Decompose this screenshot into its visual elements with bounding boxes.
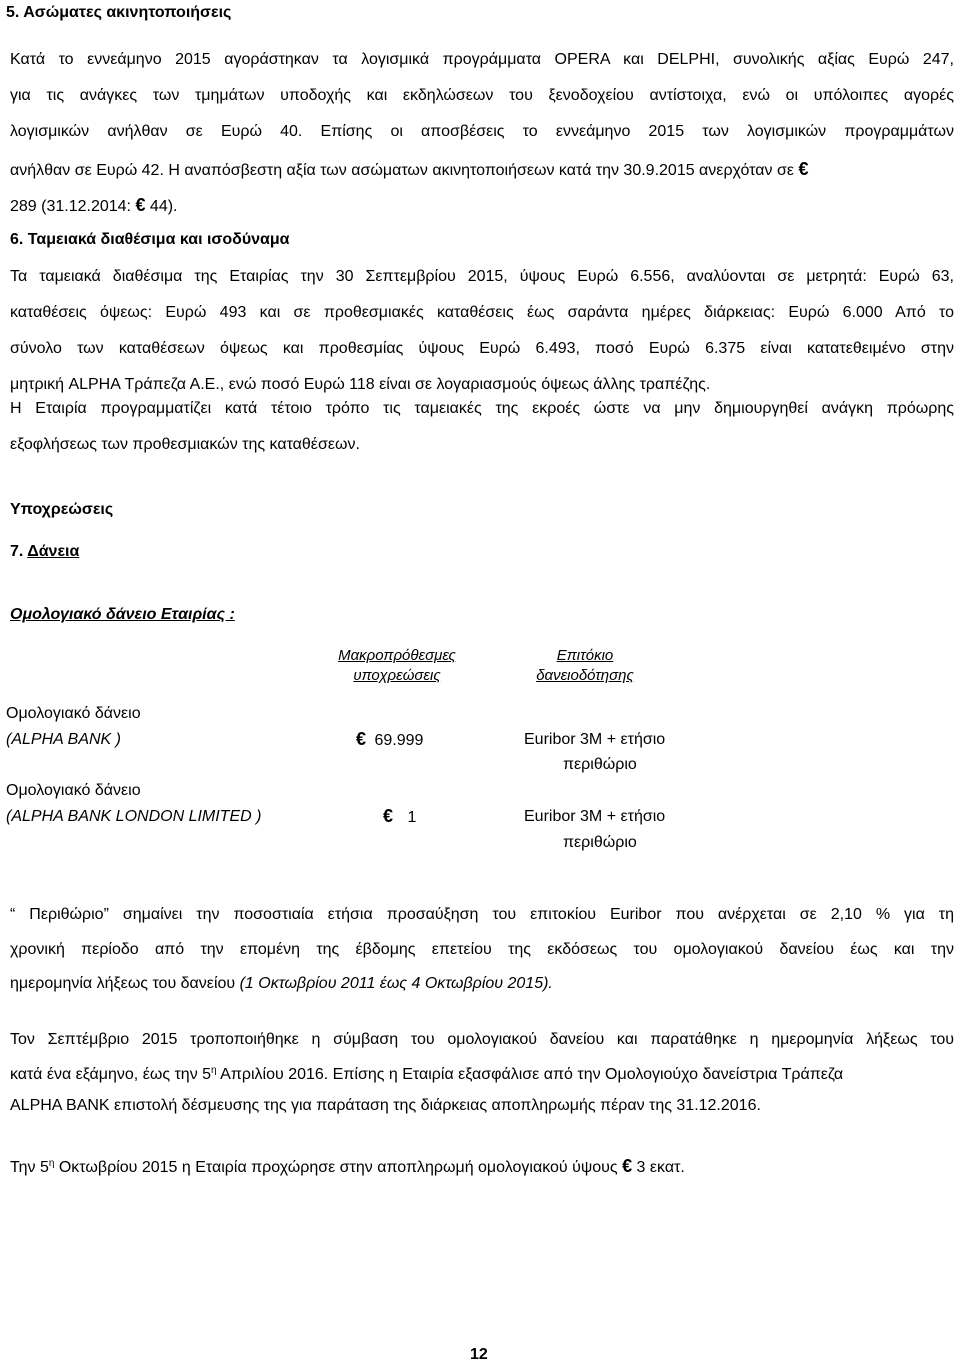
row-1-amount-value: 69.999: [374, 732, 424, 749]
row-2-label-2: (ALPHA BANK LONDON LIMITED ): [6, 808, 262, 825]
row-2-amount-value: 1: [407, 809, 417, 826]
section-5-line-5-b: 44).: [149, 198, 178, 215]
section-5-line-4: [10, 159, 940, 180]
col-header-long-term-2: υποχρεώσεις: [353, 667, 441, 684]
section-5-line-4-text: ανήλθαν σε Ευρώ 42. Η αναπόσβεστη αξία των ασώματων ακινητοποιήσεων κατά την 30.9.2015 ανερχόταν σε: [10, 162, 794, 179]
col-header-rate-1: Επιτόκιο: [556, 647, 614, 664]
section-6-line-1: Τα ταμειακά διαθέσιμα της Εταιρίας την 30 Σεπτεμβρίου 2015, ύψους Ευρώ 6.556, αναλύονται σε μετρητά: Ευρώ 63,: [10, 268, 954, 285]
amendment-line-3: ALPHA BANK επιστολή δέσμευσης της για παράταση της διάρκειας αποπληρωμής πέραν της 31.12.2016.: [10, 1097, 761, 1114]
euro-icon: €: [798, 159, 809, 179]
col-header-long-term-1: Μακροπρόθεσμες: [338, 647, 456, 664]
amendment-line-1: Τον Σεπτέμβριο 2015 τροποποιήθηκε η σύμβαση του ομολογιακού δανείου και παρατάθηκε η ημερομηνία λήξεως του: [10, 1031, 954, 1048]
row-2-rate-1: Euribor 3M + ετήσιο: [524, 808, 666, 825]
euro-icon: €: [622, 1156, 633, 1176]
section-5-line-5: [10, 195, 954, 216]
page-number: 12: [470, 1346, 488, 1363]
section-6-line-5: Η Εταιρία προγραμματίζει κατά τέτοιο τρόπο τις ταμειακές της εκροές ώστε να μην δημιουργηθεί ανάγκη πρόωρης: [10, 400, 954, 417]
section-6-line-6: εξοφλήσεως των προθεσμιακών της καταθέσεων.: [10, 436, 360, 453]
margin-note-line-2: χρονική περίοδο από την επομένη της έβδομης επετείου της εκδόσεως του ομολογιακού δανείου έως και την: [10, 941, 954, 958]
euro-icon: €: [356, 729, 367, 749]
section-5-line-2: για τις ανάγκες των τμημάτων υποδοχής και εκδηλώσεων του ξενοδοχείου αντίστοιχα, ενώ οι υπόλοιπες αγορές: [10, 87, 954, 104]
row-1-label-2: (ALPHA BANK ): [6, 731, 121, 748]
section-5-title: 5. Ασώματες ακινητοποιήσεις: [6, 4, 232, 21]
margin-note-line-3-b: (1 Οκτωβρίου 2011 έως 4 Οκτωβρίου 2015).: [239, 975, 553, 992]
euro-icon: €: [383, 806, 394, 826]
margin-note-line-3: [10, 975, 954, 993]
amendment-line-2: [10, 1066, 954, 1084]
row-1-rate-1: Euribor 3M + ετήσιο: [524, 731, 666, 748]
repayment-line: [10, 1156, 954, 1177]
amendment-line-2-b: Απριλίου 2016. Επίσης η Εταιρία εξασφάλισε από την Ομολογιούχο δανείστρια Τράπεζα: [216, 1066, 844, 1083]
margin-note-line-3-a: ημερομηνία λήξεως του δανείου: [10, 975, 240, 992]
repayment-sup: η: [48, 1158, 55, 1169]
row-2-label-1: Ομολογιακό δάνειο: [6, 782, 141, 799]
liabilities-heading: Υποχρεώσεις: [10, 501, 114, 518]
section-5-line-1: Κατά το εννεάμηνο 2015 αγοράστηκαν τα λογισμικά προγράμματα OPERA και DELPHI, συνολικής αξίας Ευρώ 247,: [10, 51, 954, 68]
section-5-line-3: λογισμικών ανήλθαν σε Ευρώ 40. Επίσης οι αποσβέσεις το εννεάμηνο 2015 των λογισμικών προγραμμάτων: [10, 123, 954, 140]
section-6-title: 6. Ταμειακά διαθέσιμα και ισοδύναμα: [10, 231, 290, 248]
margin-note-line-1: “ Περιθώριο” σημαίνει την ποσοστιαία ετήσια προσαύξηση του επιτοκίου Euribor που ανέρχεται σε 2,10 % για τη: [10, 906, 954, 923]
loans-number: 7.: [10, 543, 24, 560]
section-6-line-4: μητρική ALPHA Τράπεζα Α.Ε., ενώ ποσό Ευρώ 118 είναι σε λογαριασμούς όψεως άλλης τραπέζης.: [10, 376, 711, 393]
col-header-long-term: [317, 646, 477, 686]
repayment-b: Οκτωβρίου 2015 η Εταιρία προχώρησε στην αποπληρωμή ομολογιακού ύψους: [54, 1159, 618, 1176]
row-1-amount: [356, 729, 423, 750]
amendment-line-2-sup: η: [211, 1065, 217, 1076]
section-5-line-5-a: 289 (31.12.2014:: [10, 198, 131, 215]
section-6-line-3: σύνολο των καταθέσεων όψεως και προθεσμίας ύψους Ευρώ 6.493, ποσό Ευρώ 6.375 είναι κατατεθειμένο στην: [10, 340, 954, 357]
repayment-c: 3 εκατ.: [636, 1159, 685, 1176]
row-2-amount: [383, 806, 416, 827]
loans-heading: [10, 543, 79, 561]
col-header-rate-2: δανειοδότησης: [536, 667, 634, 684]
row-2-rate-2: περιθώριο: [563, 834, 637, 851]
euro-icon: €: [135, 195, 146, 215]
bond-loan-title: Ομολογιακό δάνειο Εταιρίας :: [10, 606, 235, 623]
row-1-label-1: Ομολογιακό δάνειο: [6, 705, 141, 722]
row-1-rate-2: περιθώριο: [563, 756, 637, 773]
section-6-line-2: καταθέσεις όψεως: Ευρώ 493 και σε προθεσμιακές καταθέσεις έως σαράντα ημέρες διάρκειας: Ευρώ 6.000 Από το: [10, 304, 954, 321]
loans-title: Δάνεια: [27, 543, 80, 560]
amendment-line-2-a: κατά ένα εξάμηνο, έως την 5: [10, 1066, 212, 1083]
col-header-rate: [505, 646, 665, 686]
repayment-a: Την 5: [10, 1159, 49, 1176]
